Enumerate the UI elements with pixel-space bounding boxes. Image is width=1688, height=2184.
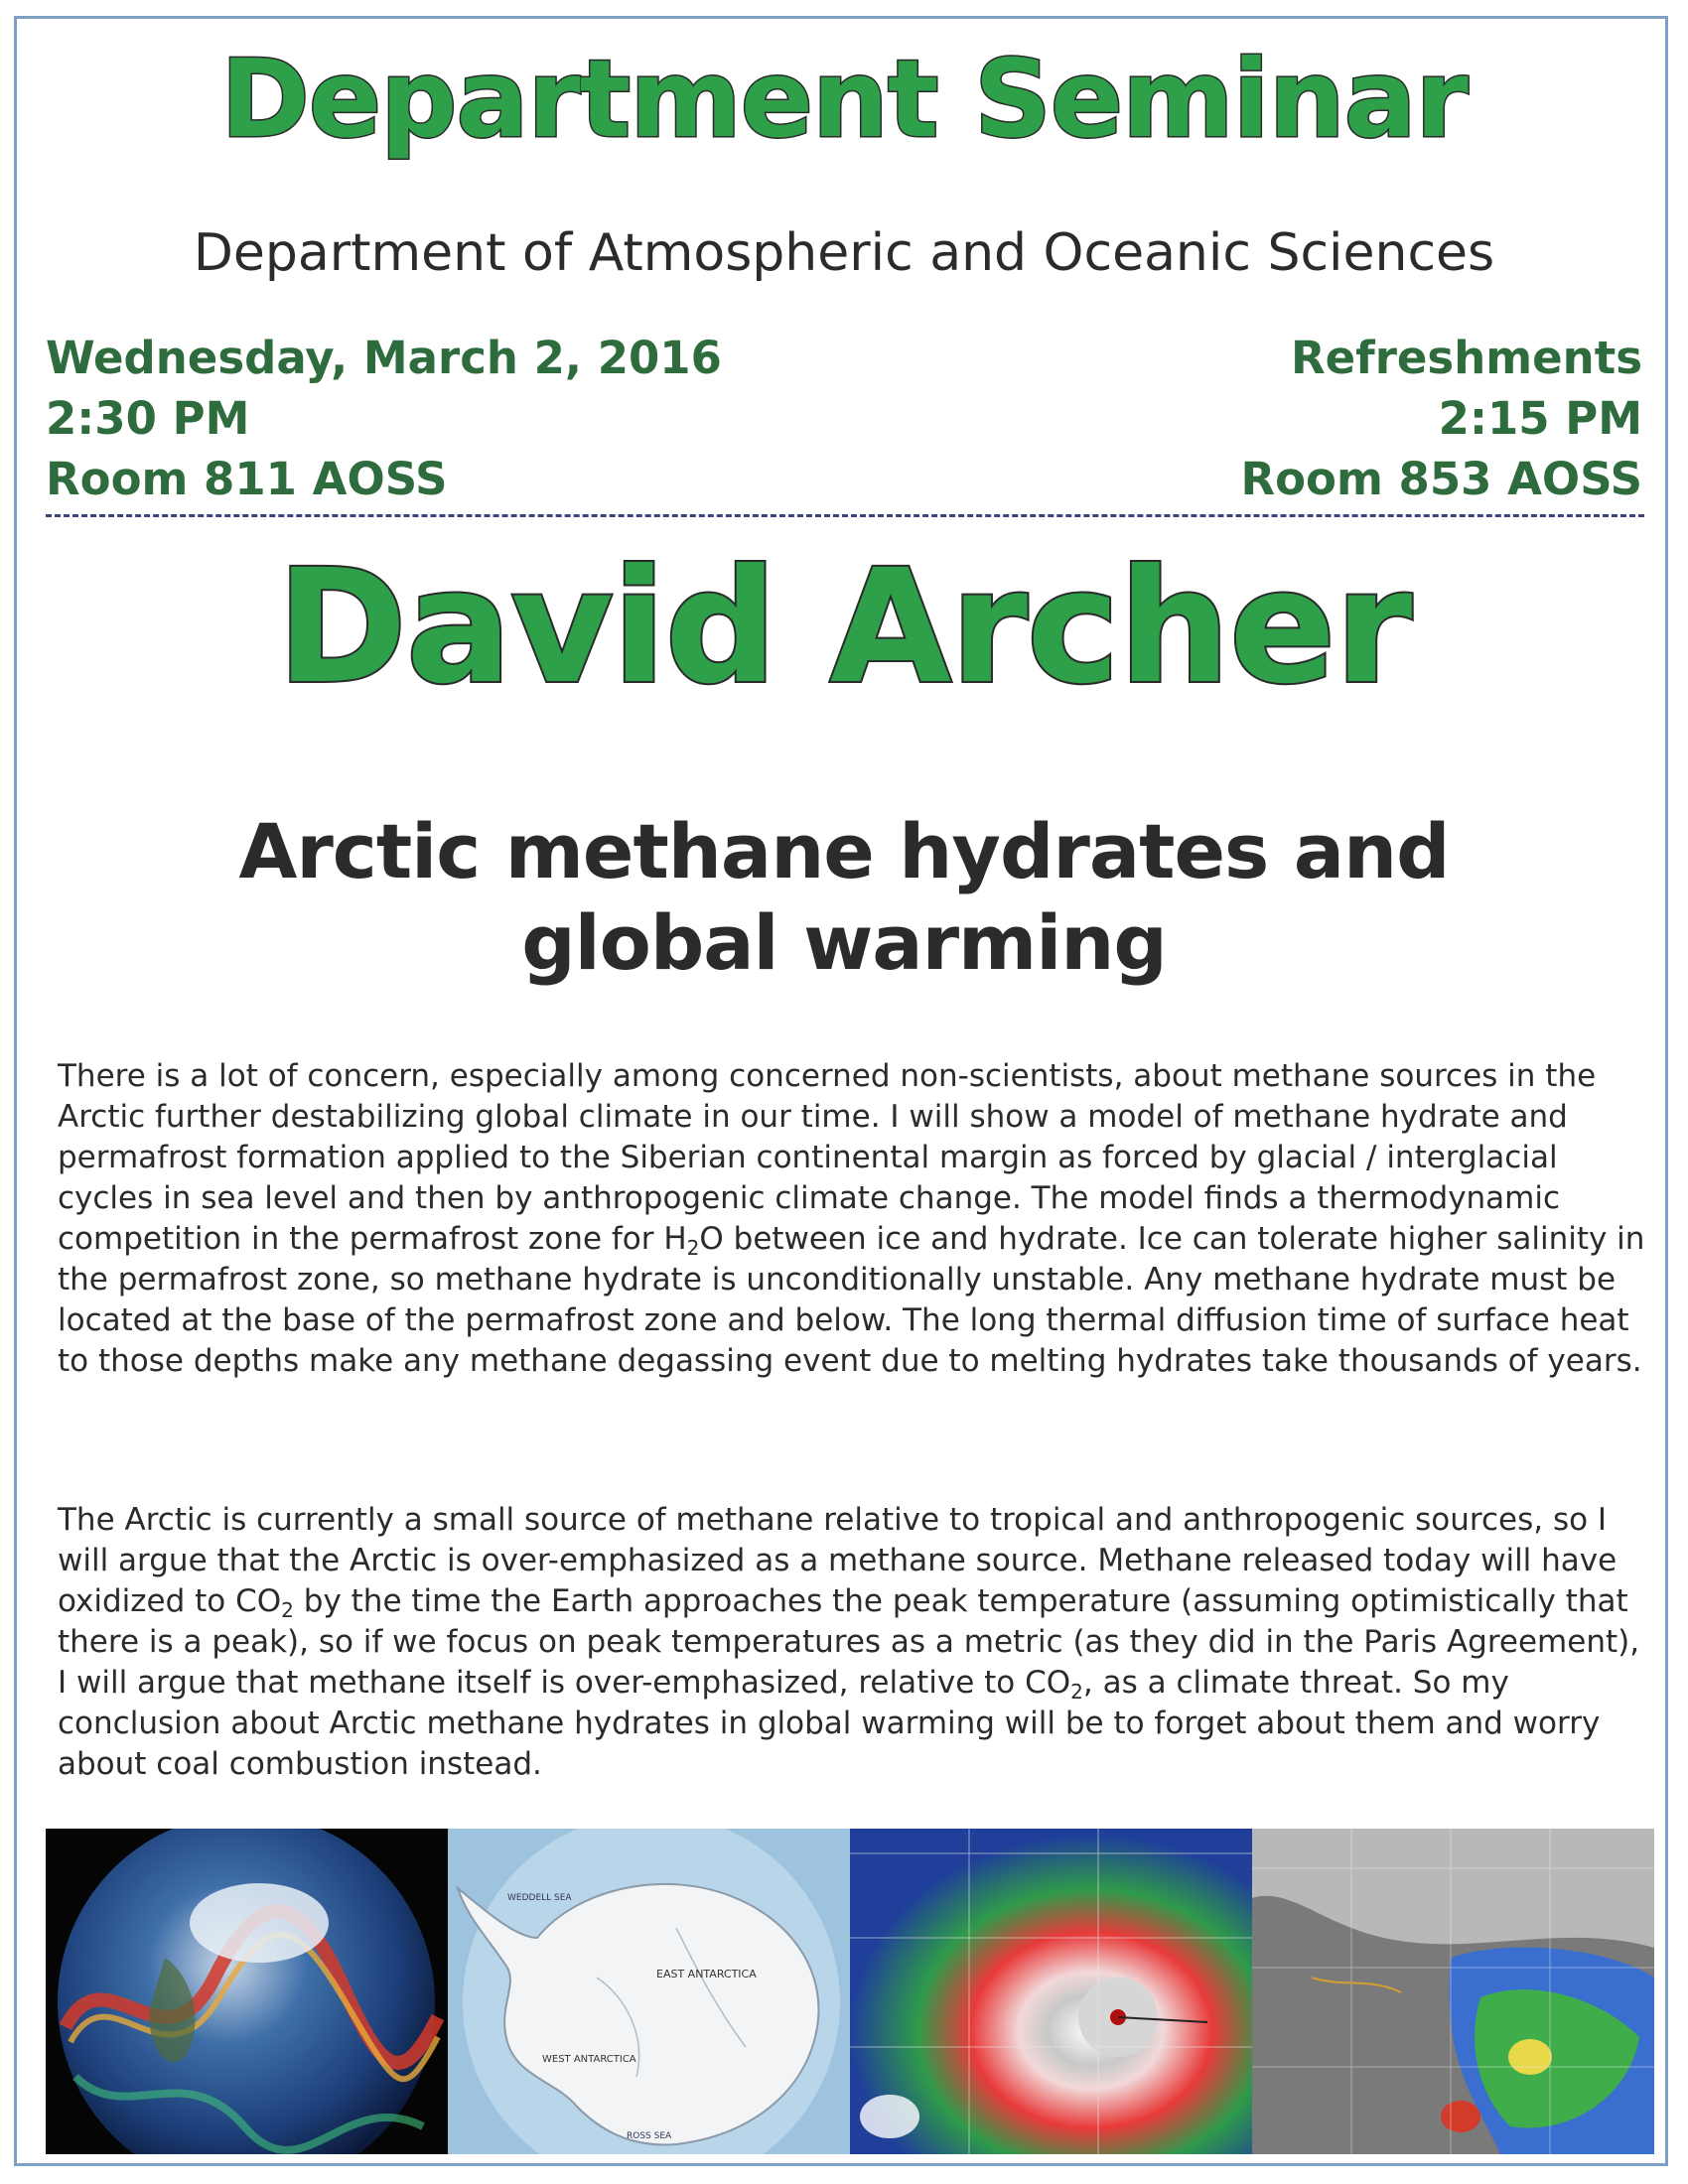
talk-title-line-2: global warming (521, 898, 1167, 987)
talk-title-line-1: Arctic methane hydrates and (238, 807, 1450, 895)
seminar-time: 2:30 PM (46, 392, 250, 445)
abstract-text: , as a climate threat. So my conclusion about Arctic methane hydrates in global warming will be to forget about them and worry about coal combustion instead. (58, 1665, 1601, 1782)
abstract-paragraph-2 (58, 1500, 1646, 1785)
globe-jet-stream-image (46, 1829, 448, 2154)
abstract-paragraph-1 (58, 1056, 1646, 1382)
abstract-text: The Arctic is currently a small source of methane relative to tropical and anthropogenic sources, so I will argue that the Arctic is over-emphasized as a methane source. Methane released today will have oxidized to CO (58, 1502, 1618, 1619)
seminar-info (46, 328, 722, 509)
subscript: 2 (281, 1598, 294, 1622)
subscript: 2 (1070, 1680, 1083, 1704)
subscript: 2 (686, 1236, 700, 1260)
weddell-sea-label: WEDDELL SEA (507, 1893, 572, 1903)
refreshments-time: 2:15 PM (1438, 392, 1642, 445)
west-antarctica-label: WEST ANTARCTICA (542, 2054, 636, 2065)
abstract-text: There is a lot of concern, especially among concerned non-scientists, about methane sources in the Arctic further destabilizing global climate in our time. I will show a model of methane hydrate and permafrost formation applied to the Siberian continental margin as forced by glacial / interglacial cycles in sea level and then by anthropogenic climate change. The model finds a thermodynamic competition in the permafrost zone for H (58, 1058, 1597, 1257)
seminar-date: Wednesday, March 2, 2016 (46, 332, 722, 384)
ross-sea-label: ROSS SEA (627, 2131, 672, 2141)
infrared-cloud-image (1252, 1829, 1654, 2154)
talk-title (0, 806, 1688, 989)
east-antarctica-label: EAST ANTARCTICA (656, 1968, 757, 1980)
abstract-text: by the time the Earth approaches the peak temperature (assuming optimistically that there is a peak), so if we focus on peak temperatures as a metric (as they did in the Paris Agreement), I will argue that methane itself is over-emphasized, relative to CO (58, 1583, 1640, 1701)
refreshments-info (1240, 328, 1642, 509)
antarctica-map-image (448, 1829, 850, 2154)
abstract-text: O between ice and hydrate. Ice can tolerate higher salinity in the permafrost zone, so methane hydrate is unconditionally unstable. Any methane hydrate must be located at the base of the permafrost zone and below. The long thermal diffusion time of surface heat to those depths make any methane degassing event due to melting hydrates take thousands of years. (58, 1221, 1645, 1379)
refreshments-label: Refreshments (1290, 332, 1642, 384)
image-strip (46, 1829, 1654, 2154)
hurricane-satellite-image (850, 1829, 1252, 2154)
speaker-name: David Archer (276, 536, 1412, 719)
dashed-divider (46, 514, 1644, 517)
department-name: Department of Atmospheric and Oceanic Sciences (193, 223, 1495, 283)
seminar-room: Room 811 AOSS (46, 453, 448, 505)
refreshments-room: Room 853 AOSS (1240, 453, 1642, 505)
seminar-heading: Department Seminar (220, 38, 1468, 162)
